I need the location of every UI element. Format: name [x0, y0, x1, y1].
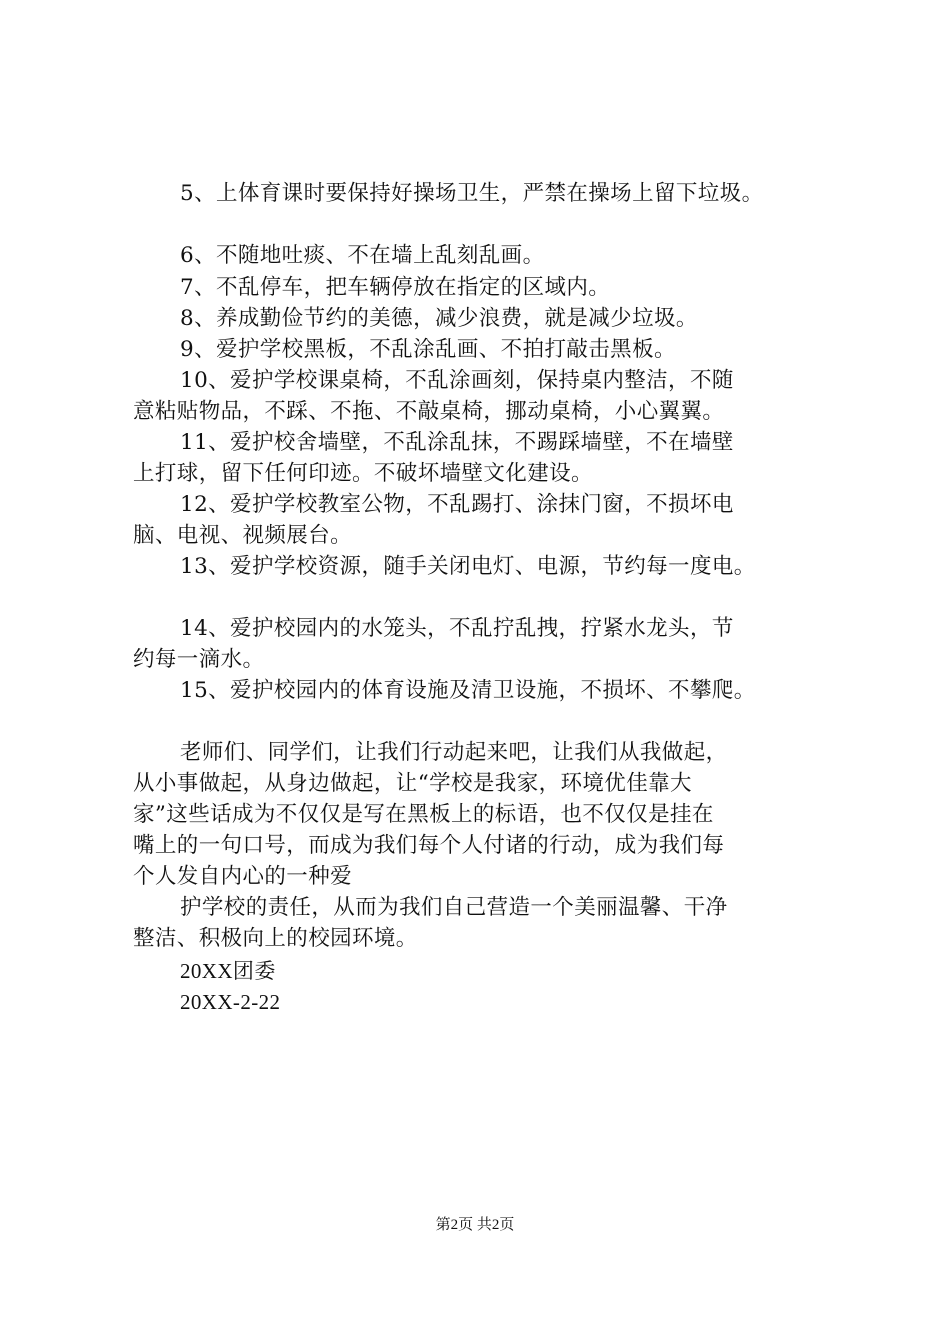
closing-paragraph-line: 整洁、积极向上的校园环境。 — [133, 926, 418, 951]
signature-organization: 20XX团委 — [180, 959, 276, 983]
list-item: 10、爱护学校课桌椅，不乱涂画刻，保持桌内整洁，不随 — [180, 368, 734, 393]
closing-paragraph-line: 护学校的责任，从而为我们自己营造一个美丽温馨、干净 — [180, 895, 728, 920]
page-footer: 第2页 共2页 — [435, 1217, 515, 1233]
list-item-continuation: 意粘贴物品，不踩、不拖、不敲桌椅，挪动桌椅，小心翼翼。 — [133, 399, 725, 424]
list-item-continuation: 脑、电视、视频展台。 — [133, 523, 353, 548]
list-item: 7、不乱停车，把车辆停放在指定的区域内。 — [180, 275, 611, 300]
closing-paragraph-line: 个人发自内心的一种爱 — [133, 864, 353, 889]
list-item: 14、爱护校园内的水笼头，不乱拧乱拽，拧紧水龙头，节 — [180, 616, 734, 641]
list-item: 6、不随地吐痰、不在墙上乱刻乱画。 — [180, 243, 545, 268]
list-item: 12、爱护学校教室公物，不乱踢打、涂抹门窗，不损坏电 — [180, 492, 734, 517]
list-item: 8、养成勤俭节约的美德，减少浪费，就是减少垃圾。 — [180, 306, 698, 331]
closing-paragraph-line: 家”这些话成为不仅仅是写在黑板上的标语，也不仅仅是挂在 — [133, 802, 714, 827]
closing-paragraph-line: 老师们、同学们，让我们行动起来吧，让我们从我做起， — [180, 740, 728, 765]
list-item: 9、爱护学校黑板，不乱涂乱画、不拍打敲击黑板。 — [180, 337, 676, 362]
list-item: 15、爱护校园内的体育设施及清卫设施，不损坏、不攀爬。 — [180, 678, 756, 703]
list-item-continuation: 约每一滴水。 — [133, 647, 265, 672]
list-item: 11、爱护校舍墙壁，不乱涂乱抹，不踢踩墙壁，不在墙壁 — [180, 430, 734, 455]
signature-date: 20XX-2-22 — [180, 990, 281, 1014]
closing-paragraph-line: 从小事做起，从身边做起，让“学校是我家，环境优佳靠大 — [133, 771, 692, 796]
list-item: 5、上体育课时要保持好操场卫生，严禁在操场上留下垃圾。 — [180, 181, 764, 206]
closing-paragraph-line: 嘴上的一句口号，而成为我们每个人付诸的行动，成为我们每 — [133, 833, 725, 858]
list-item-continuation: 上打球，留下任何印迹。不破坏墙壁文化建设。 — [133, 461, 593, 486]
list-item: 13、爱护学校资源，随手关闭电灯、电源，节约每一度电。 — [180, 554, 756, 579]
